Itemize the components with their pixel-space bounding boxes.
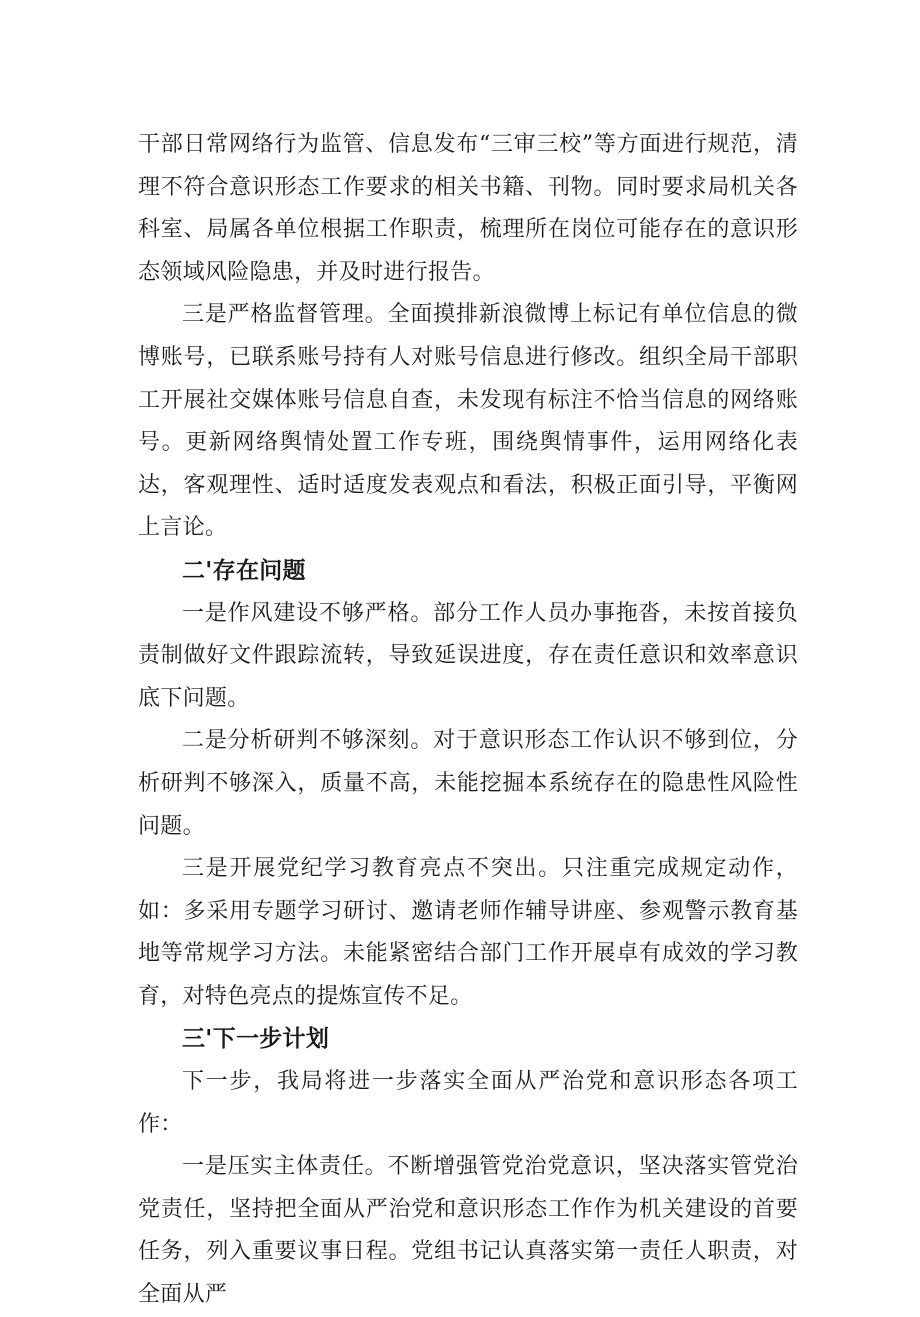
paragraph-analysis-problem: 二是分析研判不够深刻。对于意识形态工作认识不够到位，分析研判不够深入，质量不高，未能挖掘本系统存在的隐患性风险性问题。: [138, 728, 798, 839]
paragraph-strict-supervision: 三是严格监督管理。全面摸排新浪微博上标记有单位信息的微博账号，已联系账号持有人对账号信息进行修改。组织全局干部职工开展社交媒体账号信息自查，未发现有标注不恰当信息的网络账号。更新网络舆情处置工作专班，围绕舆情事件，运用网络化表达，客观理性、适时适度发表观点和看法，积极正面引导，平衡网上言论。: [138, 302, 798, 541]
paragraph-next-steps-intro: 下一步，我局将进一步落实全面从严治党和意识形态各项工作：: [138, 1069, 798, 1137]
paragraph-continuation: 干部日常网络行为监管、信息发布“三审三校”等方面进行规范，清理不符合意识形态工作要求的相关书籍、刊物。同时要求局机关各科室、局属各单位根据工作职责，梳理所在岗位可能存在的意识形态领域风险隐患，并及时进行报告。: [138, 132, 798, 285]
paragraph-work-style-problem: 一是作风建设不够严格。部分工作人员办事拖沓，未按首接负责制做好文件跟踪流转，导致延误进度，存在责任意识和效率意识底下问题。: [138, 600, 798, 711]
section-heading-next-steps: 三'下一步计划: [182, 1026, 330, 1053]
document-body: [138, 124, 798, 1317]
paragraph-main-responsibility: 一是压实主体责任。不断增强管党治党意识，坚决落实管党治党责任，坚持把全面从严治党和意识形态工作作为机关建设的首要任务，列入重要议事日程。党组书记认真落实第一责任人职责，对全面从严: [138, 1154, 798, 1308]
section-heading-existing-problems: 二'存在问题: [182, 557, 306, 584]
paragraph-education-problem: 三是开展党纪学习教育亮点不突出。只注重完成规定动作，如：多采用专题学习研讨、邀请老师作辅导讲座、参观警示教育基地等常规学习方法。未能紧密结合部门工作开展卓有成效的学习教育，对特色亮点的提炼宣传不足。: [138, 856, 798, 1009]
